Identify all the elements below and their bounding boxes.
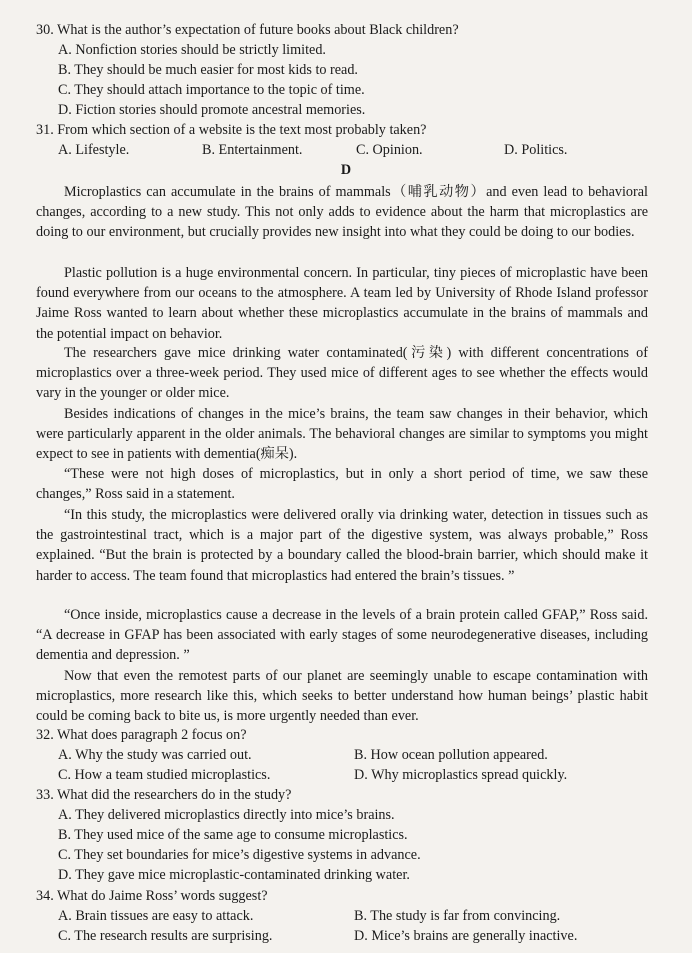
question-31-option-a: A. Lifestyle. — [58, 142, 130, 158]
question-32-option-d: D. Why microplastics spread quickly. — [354, 767, 568, 783]
passage-paragraph-2: Plastic pollution is a huge environmental concern. In particular, tiny pieces of microplastic have been found everywhere from our oceans to the atmosphere. A team led by University of Rhode Island professor Jaime Ross wanted to learn about whether these microplastics accumulate in the brains of mammals and the potential impact on behavior. — [36, 265, 648, 342]
passage-paragraph-1: Microplastics can accumulate in the brains of mammals（哺乳动物）and even lead to behavioral changes, according to a new study. This not only adds to evidence about the harm that microplastics are doing to our environment, but crucially provides new insight into what they could be doing to our bodies. — [36, 184, 648, 241]
question-30-option-c: C. They should attach importance to the topic of time. — [58, 82, 365, 98]
question-34-option-a: A. Brain tissues are easy to attack. — [58, 908, 254, 924]
question-32-option-b: B. How ocean pollution appeared. — [354, 747, 548, 763]
question-31-option-d: D. Politics. — [504, 142, 568, 158]
question-30-option-a: A. Nonfiction stories should be strictly limited. — [58, 42, 326, 58]
question-32-option-a: A. Why the study was carried out. — [58, 747, 252, 763]
passage-label: D — [340, 162, 352, 178]
passage-paragraph-5: “These were not high doses of microplastics, but in only a short period of time, we saw these changes,” Ross said in a statement. — [36, 466, 648, 503]
question-33-option-c: C. They set boundaries for mice’s digestive systems in advance. — [58, 847, 421, 863]
question-34-stem: 34. What do Jaime Ross’ words suggest? — [36, 888, 268, 904]
question-30-option-b: B. They should be much easier for most kids to read. — [58, 62, 358, 78]
question-34-option-c: C. The research results are surprising. — [58, 928, 273, 944]
question-33-option-b: B. They used mice of the same age to consume microplastics. — [58, 827, 408, 843]
question-34-option-d: D. Mice’s brains are generally inactive. — [354, 928, 578, 944]
question-32-stem: 32. What does paragraph 2 focus on? — [36, 727, 247, 743]
passage-paragraph-4: Besides indications of changes in the mice’s brains, the team saw changes in their behavior, which were particularly apparent in the older animals. The behavioral changes are similar to symptoms you might expect to see in patients with dementia(痴呆). — [36, 406, 648, 463]
passage-paragraph-3: The researchers gave mice drinking water contaminated(污染) with different concentrations of microplastics over a three-week period. They used mice of different ages to see whether the effects would vary in the younger or older mice. — [36, 345, 648, 402]
question-31-option-c: C. Opinion. — [356, 142, 423, 158]
passage-paragraph-6: “In this study, the microplastics were delivered orally via drinking water, detection in tissues such as the gastrointestinal tract, which is a major part of the digestive system, was always probable,” Ross explained. “But the brain is protected by a boundary called the blood-brain barrier, which should make it harder to access. The team found that microplastics had entered the brain’s tissues. ” — [36, 507, 648, 584]
passage-paragraph-8: Now that even the remotest parts of our planet are seemingly unable to escape contamination with microplastics, more research like this, which seeks to better understand how human beings’ plastic habit could be coming back to bite us, is more urgently needed than ever. — [36, 668, 648, 725]
question-30-stem: 30. What is the author’s expectation of future books about Black children? — [36, 22, 459, 38]
question-30-option-d: D. Fiction stories should promote ancestral memories. — [58, 102, 366, 118]
question-33-option-d: D. They gave mice microplastic-contaminated drinking water. — [58, 867, 410, 883]
question-31-stem: 31. From which section of a website is the text most probably taken? — [36, 122, 427, 138]
question-34-option-b: B. The study is far from convincing. — [354, 908, 561, 924]
question-31-option-b: B. Entertainment. — [202, 142, 303, 158]
question-32-option-c: C. How a team studied microplastics. — [58, 767, 271, 783]
passage-paragraph-7: “Once inside, microplastics cause a decrease in the levels of a brain protein called GFAP,” Ross said. “A decrease in GFAP has been associated with early stages of some neurodegenerative diseases, including dementia and depression. ” — [36, 607, 648, 664]
question-33-option-a: A. They delivered microplastics directly into mice’s brains. — [58, 807, 395, 823]
question-33-stem: 33. What did the researchers do in the study? — [36, 787, 292, 803]
